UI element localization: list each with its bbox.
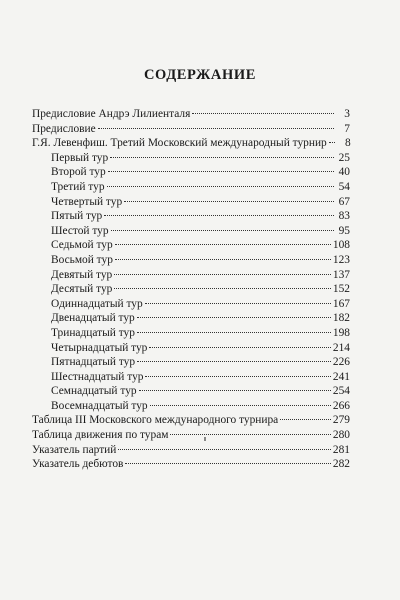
toc-entry-label: Четырнадцатый тур <box>51 341 148 354</box>
toc-entry <box>32 209 350 224</box>
toc-entry-label: Девятый тур <box>51 268 113 281</box>
toc-entry-page-number: 182 <box>332 312 350 325</box>
dot-leader <box>108 171 334 172</box>
toc-entry <box>32 443 350 458</box>
toc-entry-page-number: 123 <box>332 253 350 266</box>
toc-entry-label: Указатель партий <box>32 443 117 456</box>
toc-entry-label: Таблица движения по турам <box>32 429 169 442</box>
toc-entry <box>32 399 350 414</box>
toc-entry-page-number: 54 <box>338 180 350 193</box>
toc-entry <box>32 224 350 239</box>
toc-entry <box>32 122 350 137</box>
toc-entry <box>32 297 350 312</box>
toc-entry-page-number: 8 <box>345 137 351 150</box>
toc-entry-page-number: 198 <box>332 326 350 339</box>
toc-entry <box>32 341 350 356</box>
toc-entry-page-number: 167 <box>332 297 350 310</box>
toc-entry-label: Второй тур <box>51 166 106 179</box>
toc-entry-page-number: 266 <box>332 399 350 412</box>
dot-leader <box>150 405 331 406</box>
toc-entry-page-number: 254 <box>332 385 350 398</box>
paper-speck <box>204 437 206 441</box>
toc-entry-page-number: 67 <box>338 195 350 208</box>
toc-entry <box>32 268 350 283</box>
dot-leader <box>118 449 331 450</box>
toc-entry-label: Двенадцатый тур <box>51 312 135 325</box>
toc-entry-label: Восемнадцатый тур <box>51 399 148 412</box>
toc-entry-label: Тринадцатый тур <box>51 326 135 339</box>
toc-entry-label: Таблица III Московского международного турнира <box>32 414 279 427</box>
dot-leader <box>125 463 330 464</box>
dot-leader <box>145 303 331 304</box>
dot-leader <box>192 113 334 114</box>
toc-entry-page-number: 3 <box>344 108 350 120</box>
dot-leader <box>149 347 331 348</box>
toc-entry-page-number: 25 <box>338 151 350 164</box>
toc-entry-label: Предисловие Андрэ Лилиенталя <box>32 108 191 120</box>
dot-leader <box>98 128 334 129</box>
toc-entry <box>32 165 350 180</box>
toc-entry <box>32 311 350 326</box>
toc-entry-label: Четвертый тур <box>51 195 123 208</box>
toc-entry-page-number: 226 <box>332 356 350 369</box>
toc-entry <box>32 457 350 472</box>
toc-entry-page-number: 7 <box>344 122 350 135</box>
toc-entry-label: Шестнадцатый тур <box>51 370 144 383</box>
dot-leader <box>104 215 334 216</box>
toc-entry-label: Предисловие <box>32 122 96 135</box>
dot-leader <box>170 434 330 435</box>
dot-leader <box>124 201 334 202</box>
dot-leader <box>114 274 331 275</box>
dot-leader <box>107 186 334 187</box>
toc-title: СОДЕРЖАНИЕ <box>143 67 257 83</box>
toc-entry-page-number: 40 <box>338 166 350 179</box>
dot-leader <box>115 259 331 260</box>
toc-entry <box>32 326 350 341</box>
toc-entry <box>32 151 350 166</box>
toc-entry-label: Семнадцатый тур <box>51 385 137 398</box>
toc-entry <box>32 253 350 268</box>
toc-entry-label: Седьмой тур <box>51 239 113 252</box>
toc-entry <box>32 370 350 385</box>
dot-leader <box>280 419 331 420</box>
toc-entry <box>32 238 350 253</box>
dot-leader <box>137 332 331 333</box>
toc-entry-label: Шестой тур <box>51 224 109 237</box>
toc-entry-label: Первый тур <box>51 151 109 164</box>
toc-entry-page-number: 279 <box>332 414 350 427</box>
toc-entry-label: Г.Я. Левенфиш. Третий Московский международный турнир <box>32 137 327 150</box>
toc-entry-page-number: 95 <box>338 224 350 237</box>
dot-leader <box>137 361 331 362</box>
dot-leader <box>329 142 335 143</box>
toc-entry-label: Десятый тур <box>51 283 113 296</box>
toc-entry-page-number: 214 <box>332 341 350 354</box>
toc-entry-label: Восьмой тур <box>51 253 113 266</box>
toc-entry <box>32 282 350 297</box>
toc-entry-label: Указатель дебютов <box>32 458 124 471</box>
toc-entry <box>32 428 350 443</box>
toc-entry-label: Одиннадцатый тур <box>51 297 143 310</box>
toc-entry <box>32 136 350 151</box>
toc-entry <box>32 180 350 195</box>
toc-entry-page-number: 282 <box>332 458 350 471</box>
toc-entry-page-number: 241 <box>332 370 350 383</box>
toc-entry-label: Третий тур <box>51 180 105 193</box>
toc-entry <box>32 413 350 428</box>
dot-leader <box>137 317 331 318</box>
toc-entry-page-number: 280 <box>332 429 350 442</box>
toc-entry-page-number: 281 <box>332 443 350 456</box>
toc-entry-page-number: 83 <box>338 210 350 223</box>
dot-leader <box>145 376 330 377</box>
toc-entry-label: Пятнадцатый тур <box>51 356 136 369</box>
toc-entry <box>32 384 350 399</box>
toc-entry <box>32 107 350 122</box>
toc-entry-page-number: 152 <box>332 283 350 296</box>
toc-entry-page-number: 108 <box>332 239 350 252</box>
toc-entry <box>32 195 350 210</box>
dot-leader <box>114 288 331 289</box>
dot-leader <box>115 244 331 245</box>
dot-leader <box>111 230 334 231</box>
toc-entry <box>32 355 350 370</box>
toc-entry-label: Пятый тур <box>51 210 103 223</box>
dot-leader <box>110 157 334 158</box>
toc-entry-page-number: 137 <box>332 268 350 281</box>
dot-leader <box>139 390 331 391</box>
toc-list <box>32 107 350 472</box>
